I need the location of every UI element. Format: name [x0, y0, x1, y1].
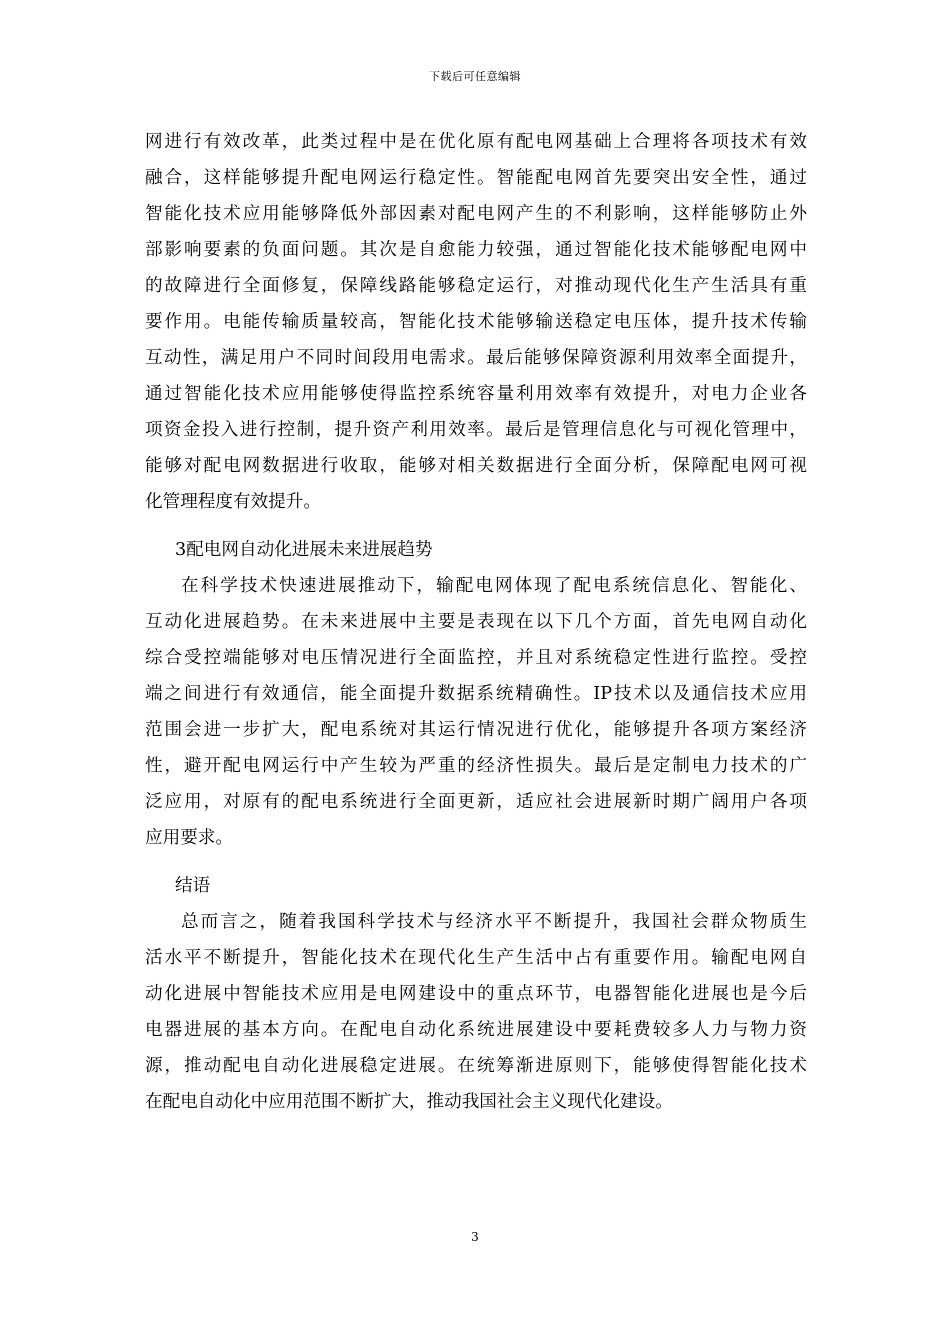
- paragraph-line: 互动化进展趋势。在未来进展中主要是表现在以下几个方面，首先电网自动化: [145, 612, 807, 632]
- paragraph-line: 动化进展中智能技术应用是电网建设中的重点环节，电器智能化进展也是今后: [145, 984, 807, 1004]
- paragraph-line: 的故障进行全面修复，保障线路能够稳定运行，对推动现代化生产生活具有重: [145, 276, 807, 296]
- paragraph-line: 泛应用，对原有的配电系统进行全面更新，适应社会进展新时期广阔用户各项: [145, 792, 807, 812]
- paragraph-1: [145, 124, 807, 520]
- paragraph-line: 融合，这样能够提升配电网运行稳定性。智能配电网首先要突出安全性，通过: [145, 168, 807, 188]
- section-heading-conclusion: [145, 868, 807, 904]
- paragraph-3: [145, 904, 807, 1120]
- paragraph-line: 范围会进一步扩大，配电系统对其运行情况进行优化，能够提升各项方案经济: [145, 720, 807, 740]
- section-heading-text: 结语: [175, 876, 211, 896]
- paragraph-line: 活水平不断提升，智能化技术在现代化生产生活中占有重要作用。输配电网自: [145, 948, 807, 968]
- paragraph-line: 在配电自动化中应用范围不断扩大，推动我国社会主义现代化建设。: [145, 1092, 673, 1112]
- page-number: 3: [471, 1230, 479, 1244]
- paragraph-line: 能够对配电网数据进行收取，能够对相关数据进行全面分析，保障配电网可视: [145, 456, 807, 476]
- paragraph-line: 应用要求。: [145, 828, 233, 848]
- paragraph-line: 电器进展的基本方向。在配电自动化系统进展建设中要耗费较多人力与物力资: [145, 1020, 807, 1040]
- page-header: 下载后可任意编辑: [429, 70, 521, 83]
- paragraph-line: 部影响要素的负面问题。其次是自愈能力较强，通过智能化技术能够配电网中: [145, 240, 807, 260]
- paragraph-line: 端之间进行有效通信，能全面提升数据系统精确性。IP技术以及通信技术应用: [145, 684, 807, 704]
- paragraph-line: 网进行有效改革，此类过程中是在优化原有配电网基础上合理将各项技术有效: [145, 132, 807, 152]
- paragraph-line: 项资金投入进行控制，提升资产利用效率。最后是管理信息化与可视化管理中，: [145, 420, 807, 440]
- paragraph-line: 总而言之，随着我国科学技术与经济水平不断提升，我国社会群众物质生: [181, 912, 807, 932]
- paragraph-line: 化管理程度有效提升。: [145, 492, 321, 512]
- paragraph-line: 源，推动配电自动化进展稳定进展。在统筹渐进原则下，能够使得智能化技术: [145, 1056, 807, 1076]
- section-heading-trends: [145, 532, 807, 568]
- paragraph-line: 要作用。电能传输质量较高，智能化技术能够输送稳定电压体，提升技术传输: [145, 312, 807, 332]
- paragraph-line: 互动性，满足用户不同时间段用电需求。最后能够保障资源利用效率全面提升，: [145, 348, 807, 368]
- paragraph-line: 智能化技术应用能够降低外部因素对配电网产生的不利影响，这样能够防止外: [145, 204, 807, 224]
- paragraph-line: 综合受控端能够对电压情况进行全面监控，并且对系统稳定性进行监控。受控: [145, 648, 807, 668]
- paragraph-line: 在科学技术快速进展推动下，输配电网体现了配电系统信息化、智能化、: [181, 576, 807, 596]
- paragraph-2: [145, 568, 807, 856]
- section-heading-text: 3配电网自动化进展未来进展趋势: [175, 540, 433, 560]
- paragraph-line: 性，避开配电网运行中产生较为严重的经济性损失。最后是定制电力技术的广: [145, 756, 807, 776]
- paragraph-line: 通过智能化技术应用能够使得监控系统容量利用效率有效提升，对电力企业各: [145, 384, 807, 404]
